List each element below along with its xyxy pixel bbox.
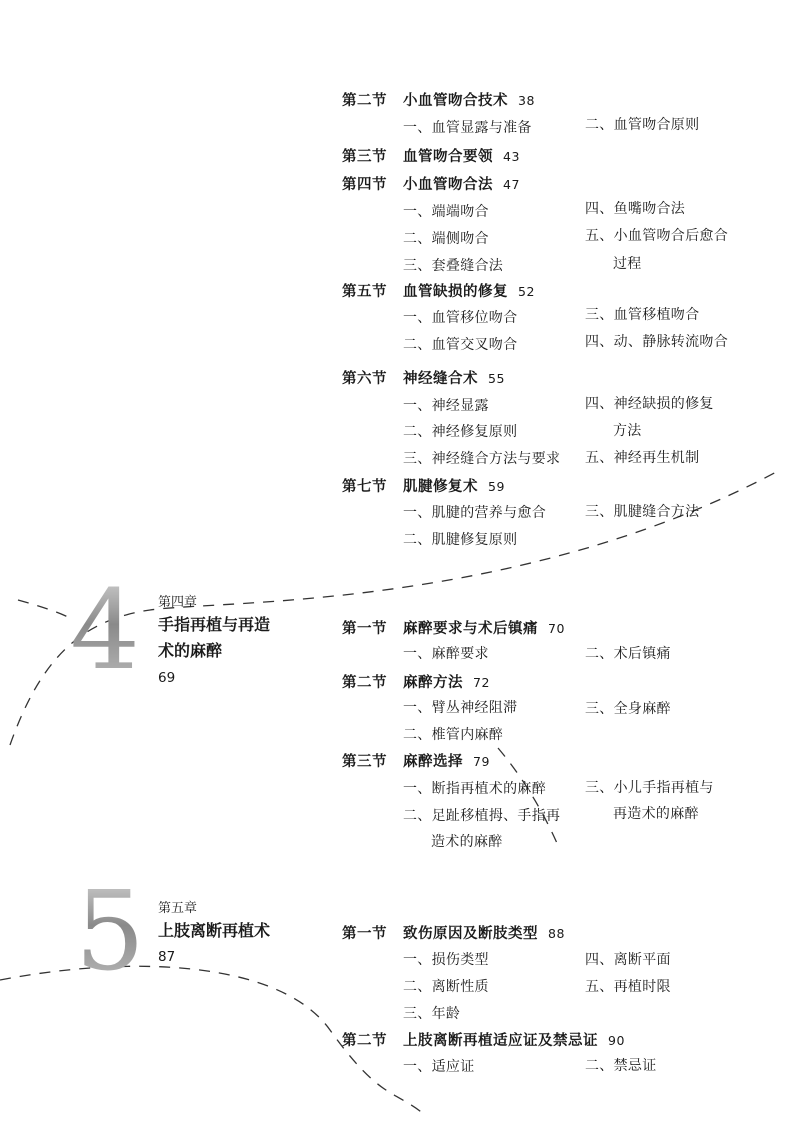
section-label: 第二节 bbox=[342, 675, 387, 691]
toc-item: 一、血管移位吻合 bbox=[403, 310, 518, 326]
section-title: 神经缝合术 55 bbox=[403, 371, 505, 387]
section-label: 第二节 bbox=[342, 93, 387, 109]
section-page: 59 bbox=[488, 479, 505, 494]
toc-item: 五、小血管吻合后愈合 bbox=[585, 228, 728, 244]
section-label: 第七节 bbox=[342, 479, 387, 495]
toc-item-continued: 方法 bbox=[613, 423, 642, 439]
chapter-label: 第四章 bbox=[158, 595, 198, 610]
toc-item: 五、再植时限 bbox=[585, 979, 671, 995]
section-label: 第三节 bbox=[342, 754, 387, 770]
toc-item: 二、血管吻合原则 bbox=[585, 117, 700, 133]
toc-item: 三、肌腱缝合方法 bbox=[585, 504, 700, 520]
toc-item: 二、离断性质 bbox=[403, 979, 489, 995]
chapter-title: 手指再植与再造术的麻醉 bbox=[158, 615, 271, 660]
section-label: 第三节 bbox=[342, 149, 387, 165]
section-page: 72 bbox=[473, 675, 490, 690]
section-label: 第一节 bbox=[342, 621, 387, 637]
toc-item: 三、套叠缝合法 bbox=[403, 258, 504, 274]
toc-item: 一、麻醉要求 bbox=[403, 646, 489, 662]
toc-item: 三、全身麻醉 bbox=[585, 701, 671, 717]
section-label: 第五节 bbox=[342, 284, 387, 300]
toc-item: 三、年龄 bbox=[403, 1006, 461, 1022]
toc-item: 二、术后镇痛 bbox=[585, 646, 671, 662]
toc-item: 二、肌腱修复原则 bbox=[403, 532, 518, 548]
section-page: 52 bbox=[518, 284, 535, 299]
toc-item: 三、小儿手指再植与 bbox=[585, 780, 714, 796]
toc-item: 一、血管显露与准备 bbox=[403, 120, 532, 136]
toc-item: 二、椎管内麻醉 bbox=[403, 727, 504, 743]
toc-item: 一、肌腱的营养与愈合 bbox=[403, 505, 546, 521]
toc-item-continued: 造术的麻醉 bbox=[431, 834, 503, 850]
section-title: 肌腱修复术 59 bbox=[403, 479, 505, 495]
section-title: 小血管吻合技术 38 bbox=[403, 93, 535, 109]
section-page: 88 bbox=[548, 926, 565, 941]
section-label: 第一节 bbox=[342, 926, 387, 942]
section-page: 70 bbox=[548, 621, 565, 636]
toc-item: 四、动、静脉转流吻合 bbox=[585, 334, 728, 350]
section-title: 小血管吻合法 47 bbox=[403, 177, 520, 193]
toc-item: 一、神经显露 bbox=[403, 398, 489, 414]
chapter-page: 87 bbox=[158, 949, 176, 965]
toc-item: 一、断指再植术的麻醉 bbox=[403, 781, 546, 797]
section-page: 38 bbox=[518, 93, 535, 108]
section-title: 麻醉选择 79 bbox=[403, 754, 490, 770]
toc-item: 二、端侧吻合 bbox=[403, 231, 489, 247]
toc-item: 二、禁忌证 bbox=[585, 1058, 657, 1074]
section-page: 47 bbox=[503, 177, 520, 192]
chapter-number: 4 bbox=[70, 566, 140, 694]
toc-item: 四、神经缺损的修复 bbox=[585, 396, 714, 412]
section-title: 血管缺损的修复 52 bbox=[403, 284, 535, 300]
section-page: 55 bbox=[488, 371, 505, 386]
toc-item: 五、神经再生机制 bbox=[585, 450, 700, 466]
section-page: 79 bbox=[473, 754, 490, 769]
toc-item: 一、端端吻合 bbox=[403, 204, 489, 220]
toc-item: 四、鱼嘴吻合法 bbox=[585, 201, 686, 217]
toc-item: 二、足趾移植拇、手指再 bbox=[403, 808, 561, 824]
toc-item: 四、离断平面 bbox=[585, 952, 671, 968]
section-title: 致伤原因及断肢类型 88 bbox=[403, 926, 565, 942]
section-label: 第二节 bbox=[342, 1033, 387, 1049]
section-label: 第四节 bbox=[342, 177, 387, 193]
section-label: 第六节 bbox=[342, 371, 387, 387]
toc-item: 三、血管移植吻合 bbox=[585, 307, 700, 323]
section-title: 麻醉方法 72 bbox=[403, 675, 490, 691]
toc-item: 二、血管交叉吻合 bbox=[403, 337, 518, 353]
section-page: 90 bbox=[608, 1033, 625, 1048]
chapter-page: 69 bbox=[158, 670, 176, 686]
section-title: 血管吻合要领 43 bbox=[403, 149, 520, 165]
toc-item: 三、神经缝合方法与要求 bbox=[403, 451, 561, 467]
chapter-label: 第五章 bbox=[158, 901, 198, 916]
toc-item: 一、臂丛神经阻滞 bbox=[403, 700, 518, 716]
toc-item-continued: 再造术的麻醉 bbox=[613, 806, 699, 822]
section-title: 上肢离断再植适应证及禁忌证 90 bbox=[403, 1033, 625, 1049]
section-page: 43 bbox=[503, 149, 520, 164]
section-title: 麻醉要求与术后镇痛 70 bbox=[403, 621, 565, 637]
toc-item: 一、损伤类型 bbox=[403, 952, 489, 968]
chapter-title: 上肢离断再植术 bbox=[158, 921, 271, 940]
toc-item: 一、适应证 bbox=[403, 1059, 475, 1075]
toc-item: 二、神经修复原则 bbox=[403, 424, 518, 440]
chapter-number: 5 bbox=[75, 867, 145, 995]
toc-item-continued: 过程 bbox=[613, 256, 642, 272]
